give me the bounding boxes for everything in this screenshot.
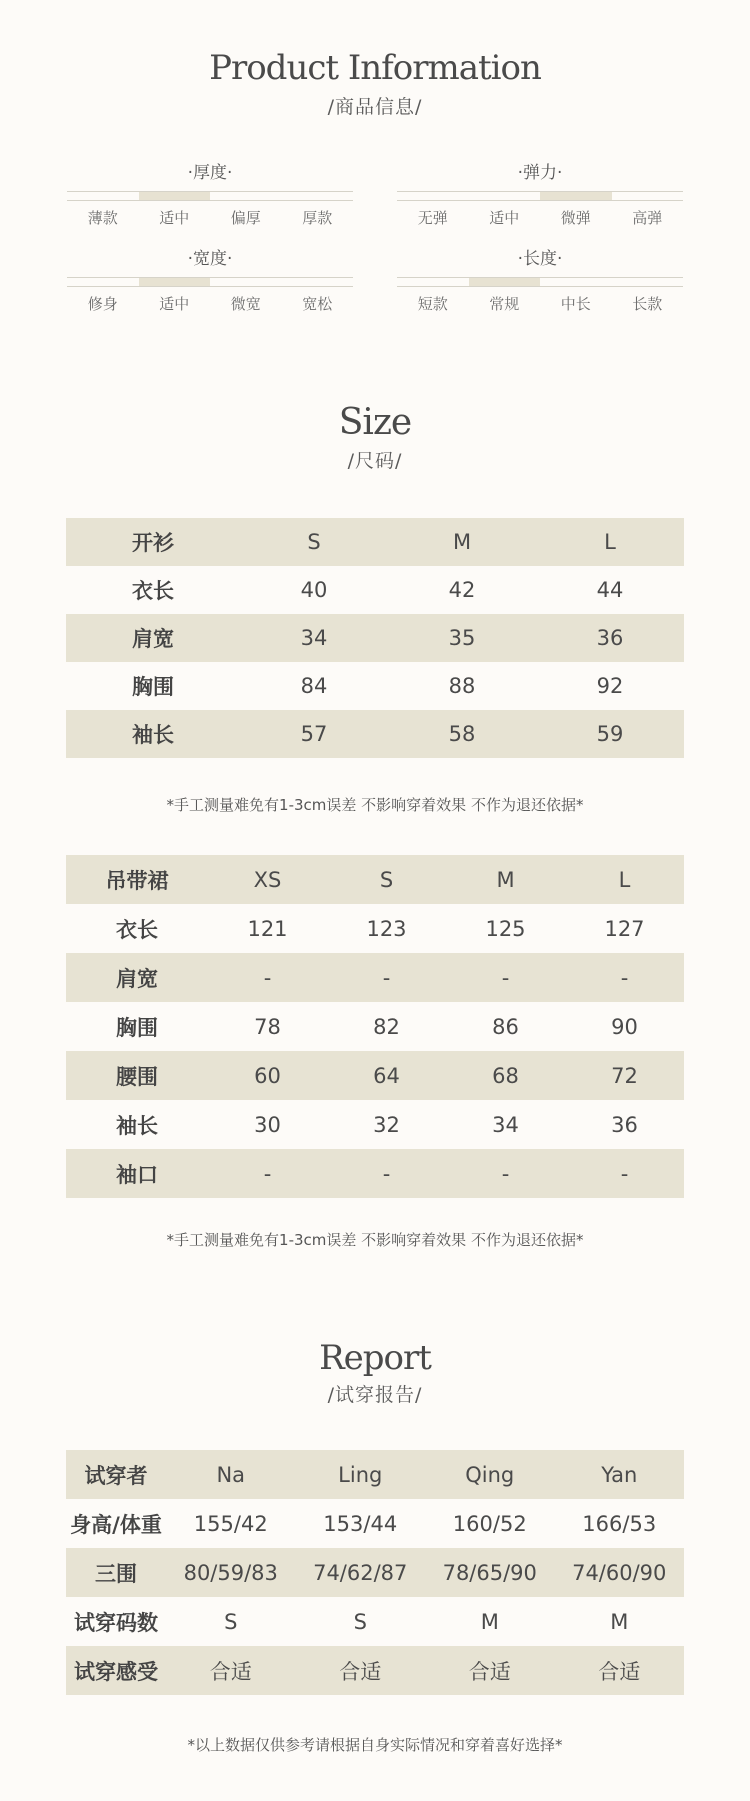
row-label: 肩宽 [66, 953, 208, 1002]
table-cell: 78 [254, 1014, 281, 1039]
table-cell: 合适 [425, 1646, 555, 1695]
attribute-name: ·宽度· [187, 249, 233, 269]
table-cell: L [565, 855, 684, 904]
table-row [66, 904, 684, 953]
table-cell: - [327, 1149, 446, 1198]
table-cell: 30 [254, 1112, 281, 1137]
attribute-name: ·弹力· [517, 163, 563, 183]
table-cell: 166/53 [582, 1511, 657, 1536]
attribute-length [397, 247, 683, 314]
table-cell: 58 [388, 710, 536, 758]
row-label: 试穿感受 [66, 1646, 166, 1695]
table-cell: 34 [492, 1112, 519, 1137]
table-cell: - [446, 1149, 565, 1198]
table-cell: 36 [611, 1112, 638, 1137]
attribute-option: 偏厚 [230, 209, 261, 227]
attribute-option: 无弹 [417, 209, 448, 227]
table-row [66, 1051, 684, 1100]
table-cell: M [480, 1609, 499, 1634]
table-cell: - [327, 953, 446, 1002]
table-cell: 74/62/87 [296, 1548, 426, 1597]
table-cell: L [536, 518, 684, 566]
attribute-option: 常规 [489, 295, 520, 313]
attribute-option: 修身 [87, 295, 118, 313]
table-cell: 32 [373, 1112, 400, 1137]
table-row [66, 1002, 684, 1051]
table-cell: 82 [373, 1014, 400, 1039]
table-row [66, 614, 684, 662]
product-info-title: Product Information [209, 48, 541, 88]
table-cell: 80/59/83 [166, 1548, 296, 1597]
table-row [66, 1499, 684, 1548]
attribute-thickness [67, 161, 353, 228]
row-label: 肩宽 [66, 614, 240, 662]
row-label: 开衫 [66, 518, 240, 566]
table-row [66, 1149, 684, 1198]
product-info-subtitle: /商品信息/ [327, 96, 423, 118]
row-label: 三围 [66, 1548, 166, 1597]
row-label: 袖长 [116, 1113, 158, 1138]
attribute-option: 适中 [159, 295, 190, 313]
attribute-option: 中长 [560, 295, 591, 313]
attribute-option: 适中 [489, 209, 520, 227]
attribute-selected-marker [469, 278, 541, 286]
table-cell: 72 [565, 1051, 684, 1100]
attribute-selected-marker [540, 192, 612, 200]
attribute-scale [67, 277, 353, 287]
report-subtitle: /试穿报告/ [327, 1384, 423, 1406]
table-cell: 125 [485, 916, 526, 941]
attribute-selected-marker [139, 278, 211, 286]
row-label: 试穿者 [66, 1450, 166, 1499]
table-cell: 60 [208, 1051, 327, 1100]
table-cell: 84 [300, 674, 328, 698]
attribute-scale [397, 277, 683, 287]
attribute-name: ·厚度· [187, 163, 233, 183]
attribute-width [67, 247, 353, 314]
table-cell: S [224, 1609, 238, 1634]
attribute-option: 微弹 [560, 209, 591, 227]
table-cell: 86 [492, 1014, 519, 1039]
table-header-row [66, 518, 684, 566]
cardigan-size-table [66, 518, 684, 758]
attribute-option: 宽松 [302, 295, 333, 313]
table-cell: 59 [536, 710, 684, 758]
table-cell: 40 [300, 578, 328, 602]
table-cell: 35 [388, 614, 536, 662]
table-cell: M [446, 855, 565, 904]
attribute-option: 微宽 [230, 295, 261, 313]
table-cell: 57 [240, 710, 388, 758]
table-cell: 78/65/90 [425, 1548, 555, 1597]
table-cell: 155/42 [193, 1511, 268, 1536]
table-cell: 121 [247, 916, 288, 941]
measurement-note: *手工测量难免有1-3cm误差 不影响穿着效果 不作为退还依据* [166, 1231, 584, 1249]
report-title: Report [319, 1338, 431, 1378]
table-cell: M [610, 1609, 629, 1634]
table-cell: 合适 [555, 1646, 685, 1695]
attribute-option: 高弹 [632, 209, 663, 227]
attribute-option: 适中 [159, 209, 190, 227]
attribute-option: 长款 [632, 295, 663, 313]
attribute-option: 短款 [417, 295, 448, 313]
table-header-row [66, 1450, 684, 1499]
row-label: 胸围 [116, 1015, 158, 1040]
table-cell: 68 [446, 1051, 565, 1100]
attribute-scale [397, 191, 683, 201]
table-cell: 合适 [296, 1646, 426, 1695]
table-cell: 160/52 [452, 1511, 527, 1536]
table-cell: Yan [555, 1450, 685, 1499]
row-label: 腰围 [66, 1051, 208, 1100]
table-row [66, 1597, 684, 1646]
table-row [66, 1646, 684, 1695]
table-cell: - [446, 953, 565, 1002]
table-cell: S [240, 518, 388, 566]
table-cell: XS [208, 855, 327, 904]
slip-dress-size-table [66, 855, 684, 1198]
table-row [66, 566, 684, 614]
size-title: Size [338, 402, 412, 443]
table-cell: 123 [366, 916, 407, 941]
row-label: 袖口 [66, 1149, 208, 1198]
table-cell: 153/44 [323, 1511, 398, 1536]
table-cell: - [208, 953, 327, 1002]
row-label: 吊带裙 [66, 855, 208, 904]
attribute-option: 薄款 [87, 209, 118, 227]
table-cell: 88 [448, 674, 476, 698]
table-cell: 74/60/90 [555, 1548, 685, 1597]
table-cell: Ling [296, 1450, 426, 1499]
attribute-option: 厚款 [302, 209, 333, 227]
table-row [66, 662, 684, 710]
table-cell: 64 [327, 1051, 446, 1100]
table-cell: S [353, 1609, 367, 1634]
table-cell: 90 [611, 1014, 638, 1039]
table-cell: Na [166, 1450, 296, 1499]
table-row [66, 1548, 684, 1597]
table-row [66, 953, 684, 1002]
table-cell: - [565, 953, 684, 1002]
table-cell: 34 [240, 614, 388, 662]
row-label: 身高/体重 [70, 1512, 162, 1537]
attribute-selected-marker [139, 192, 211, 200]
table-header-row [66, 855, 684, 904]
table-cell: 合适 [166, 1646, 296, 1695]
table-row [66, 1100, 684, 1149]
table-cell: S [327, 855, 446, 904]
attribute-scale [67, 191, 353, 201]
row-label: 衣长 [116, 917, 158, 942]
table-cell: - [565, 1149, 684, 1198]
report-note: *以上数据仅供参考请根据自身实际情况和穿着喜好选择* [187, 1736, 563, 1754]
table-cell: Qing [425, 1450, 555, 1499]
row-label: 试穿码数 [74, 1610, 158, 1635]
attribute-elasticity [397, 161, 683, 228]
table-cell: 127 [604, 916, 645, 941]
measurement-note: *手工测量难免有1-3cm误差 不影响穿着效果 不作为退还依据* [166, 796, 584, 814]
table-row [66, 710, 684, 758]
table-cell: 92 [596, 674, 624, 698]
table-cell: 42 [448, 578, 476, 602]
try-on-report-table [66, 1450, 684, 1695]
size-subtitle: /尺码/ [347, 450, 403, 472]
row-label: 袖长 [66, 710, 240, 758]
row-label: 衣长 [132, 579, 174, 603]
table-cell: 36 [536, 614, 684, 662]
table-cell: 44 [596, 578, 624, 602]
attribute-name: ·长度· [517, 249, 563, 269]
row-label: 胸围 [132, 675, 174, 699]
table-cell: M [388, 518, 536, 566]
table-cell: - [208, 1149, 327, 1198]
